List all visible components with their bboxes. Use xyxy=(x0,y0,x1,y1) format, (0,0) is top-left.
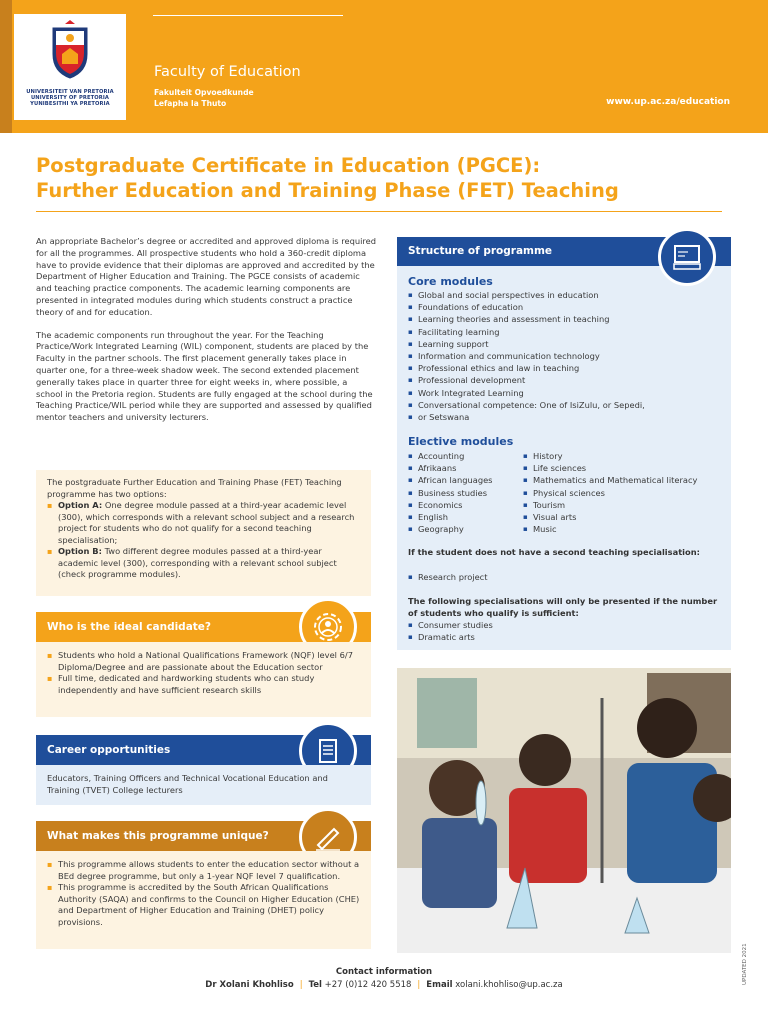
structure-title: Structure of programme xyxy=(408,245,553,257)
list-item: ▪ Learning support xyxy=(408,338,718,350)
list-item: ▪ History xyxy=(523,450,728,462)
no-second-specialisation-list xyxy=(408,571,718,583)
title-line-2: Further Education and Training Phase (FET) Teaching xyxy=(36,179,619,202)
university-name-ns: YUNIBESITHI YA PRETORIA xyxy=(30,101,110,107)
list-item: ▪ Professional development xyxy=(408,374,718,386)
header-accent-strip xyxy=(0,0,12,133)
list-item: ▪ Mathematics and Mathematical literacy xyxy=(523,474,728,486)
list-item: ▪ Global and social perspectives in education xyxy=(408,289,718,301)
faculty-name: Faculty of Education xyxy=(154,64,301,80)
list-item: ▪ Students who hold a National Qualifications Framework (NQF) level 6/7 Diploma/Degree and are passionate about the Education sector xyxy=(47,650,361,673)
header-rule xyxy=(153,15,343,16)
programme-options-box xyxy=(36,470,371,596)
ideal-candidate-body xyxy=(36,642,371,717)
list-item: ▪ Professional ethics and law in teaching xyxy=(408,362,718,374)
options-list xyxy=(47,500,361,581)
title-line-1: Postgraduate Certificate in Education (PGCE): xyxy=(36,154,541,177)
intro-paragraph-1: An appropriate Bachelor’s degree or accredited and approved diploma is required for all the programmes. All prospective students who hold a 360-credit diploma have to provide evidence that their diplomas are approved and accredited by the Department of Higher Education and Training. The PGCE consists of academic and teaching practice components. The academic learning components are presented in integrated modules during which students construct a practice theory of and for education. xyxy=(36,236,376,317)
no-second-specialisation-note: If the student does not have a second teaching specialisation: xyxy=(408,547,700,557)
list-item: ▪ Business studies xyxy=(408,487,518,499)
list-item: ▪ Information and communication technology xyxy=(408,350,718,362)
list-item: ▪ English xyxy=(408,511,518,523)
ideal-candidate-title: Who is the ideal candidate? xyxy=(47,621,212,633)
lab-scene-image xyxy=(397,668,731,953)
contact-name: Dr Xolani Khohliso xyxy=(205,980,294,990)
option-a xyxy=(47,500,361,546)
specialisation-list xyxy=(408,619,718,643)
list-item: ▪ Physical sciences xyxy=(523,487,728,499)
separator: | xyxy=(299,980,303,990)
list-item: ▪ Research project xyxy=(408,571,718,583)
list-item: ▪ This programme allows students to enter the education sector without a BEd degree programme, but only a 1-year NQF level 7 qualification. xyxy=(47,859,361,882)
ideal-candidate-list xyxy=(47,650,361,696)
elective-list-col1 xyxy=(408,450,518,535)
list-item: ▪ Conversational competence: One of IsiZulu, or Sepedi, xyxy=(408,399,718,411)
title-divider xyxy=(36,211,722,212)
list-item: ▪ Tourism xyxy=(523,499,728,511)
document-icon xyxy=(312,735,344,767)
contact-email[interactable]: xolani.khohliso@up.ac.za xyxy=(455,980,563,990)
tel-label: Tel xyxy=(308,980,322,990)
gear-person-icon xyxy=(310,609,346,645)
university-logo[interactable] xyxy=(14,14,126,120)
career-body xyxy=(36,765,371,805)
list-item: ▪ Accounting xyxy=(408,450,518,462)
option-a-label: Option A: xyxy=(58,500,103,510)
option-b-label: Option B: xyxy=(58,546,102,556)
list-item: ▪ Dramatic arts xyxy=(408,631,718,643)
option-a-text: One degree module passed at a third-year academic level (300), which corresponds with a relevant school subject and a research project for students who do not qualify for a second teaching specialisation; xyxy=(58,500,355,545)
list-item: ▪ Consumer studies xyxy=(408,619,718,631)
list-item: ▪ Economics xyxy=(408,499,518,511)
option-b xyxy=(47,546,361,581)
university-name-lines xyxy=(14,89,126,107)
structure-computer-icon xyxy=(658,228,716,286)
list-item: ▪ Visual arts xyxy=(523,511,728,523)
elective-modules-heading: Elective modules xyxy=(408,435,514,448)
list-item: ▪ Music xyxy=(523,523,728,535)
university-name-en: UNIVERSITY OF PRETORIA xyxy=(31,95,109,101)
website-link[interactable]: www.up.ac.za/education xyxy=(606,97,730,107)
crest-icon xyxy=(49,20,91,80)
specialisation-note: The following specialisations will only be presented if the number of students who qualify is sufficient: xyxy=(408,596,718,618)
elective-list-col2 xyxy=(523,450,728,535)
university-name-af: UNIVERSITEIT VAN PRETORIA xyxy=(26,89,114,95)
updated-label: UPDATED 2021 xyxy=(742,943,748,985)
list-item: ▪ Learning theories and assessment in teaching xyxy=(408,313,718,325)
core-modules-heading: Core modules xyxy=(408,275,493,288)
core-modules-list xyxy=(408,289,718,423)
list-item: ▪ Full time, dedicated and hardworking students who can study independently and have sufficient research skills xyxy=(47,673,361,696)
list-item: ▪ Facilitating learning xyxy=(408,326,718,338)
list-item: ▪ This programme is accredited by the South African Qualifications Authority (SAQA) and confirms to the Council on Higher Education (CHE) and Department of Higher Education and Training (DHET) policy provisions. xyxy=(47,882,361,928)
unique-list xyxy=(47,859,361,928)
list-item: ▪ Life sciences xyxy=(523,462,728,474)
list-item: ▪ Work Integrated Learning xyxy=(408,387,718,399)
intro-paragraph-2: The academic components run throughout the year. For the Teaching Practice/Work Integrated Learning (WIL) component, students are placed by the Faculty in the partner schools. The first placement generally takes place in quarter one, for a three-week shadow week. The second extended placement generally takes place in quarter three for eight weeks in, where possible, a school in the Pretoria region. Students are fully engaged at the school during the Teaching Practice/WIL period while they are supported and assessed by qualified mentor teachers and university lecturers. xyxy=(36,329,373,423)
contact-phone[interactable]: +27 (0)12 420 5518 xyxy=(324,980,412,990)
career-text: Educators, Training Officers and Technical Vocational Education and Training (TVET) College lecturers xyxy=(47,773,328,795)
options-intro: The postgraduate Further Education and Training Phase (FET) Teaching programme has two options: xyxy=(47,477,342,499)
list-item: ▪ Geography xyxy=(408,523,518,535)
contact-heading: Contact information xyxy=(335,967,433,977)
faculty-name-af: Fakulteit Opvoedkunde xyxy=(154,88,254,97)
faculty-name-ns: Lefapha la Thuto xyxy=(154,99,227,108)
career-title: Career opportunities xyxy=(47,744,171,756)
contact-details xyxy=(0,980,768,990)
list-item: ▪ or Setswana xyxy=(408,411,718,423)
unique-title: What makes this programme unique? xyxy=(47,830,269,842)
header-banner xyxy=(0,0,768,133)
page-title xyxy=(36,153,736,203)
unique-body xyxy=(36,851,371,949)
intro-text xyxy=(36,236,376,435)
list-item: ▪ Afrikaans xyxy=(408,462,518,474)
pen-icon xyxy=(310,819,346,855)
option-b-text: Two different degree modules passed at a third-year academic level (300), corresponding with a relevant school subject (check programme modules). xyxy=(58,546,337,579)
computer-icon xyxy=(670,240,704,274)
email-label: Email xyxy=(426,980,453,990)
classroom-photo xyxy=(397,668,731,953)
faculty-translations xyxy=(154,87,254,109)
list-item: ▪ Foundations of education xyxy=(408,301,718,313)
separator: | xyxy=(417,980,421,990)
list-item: ▪ African languages xyxy=(408,474,518,486)
